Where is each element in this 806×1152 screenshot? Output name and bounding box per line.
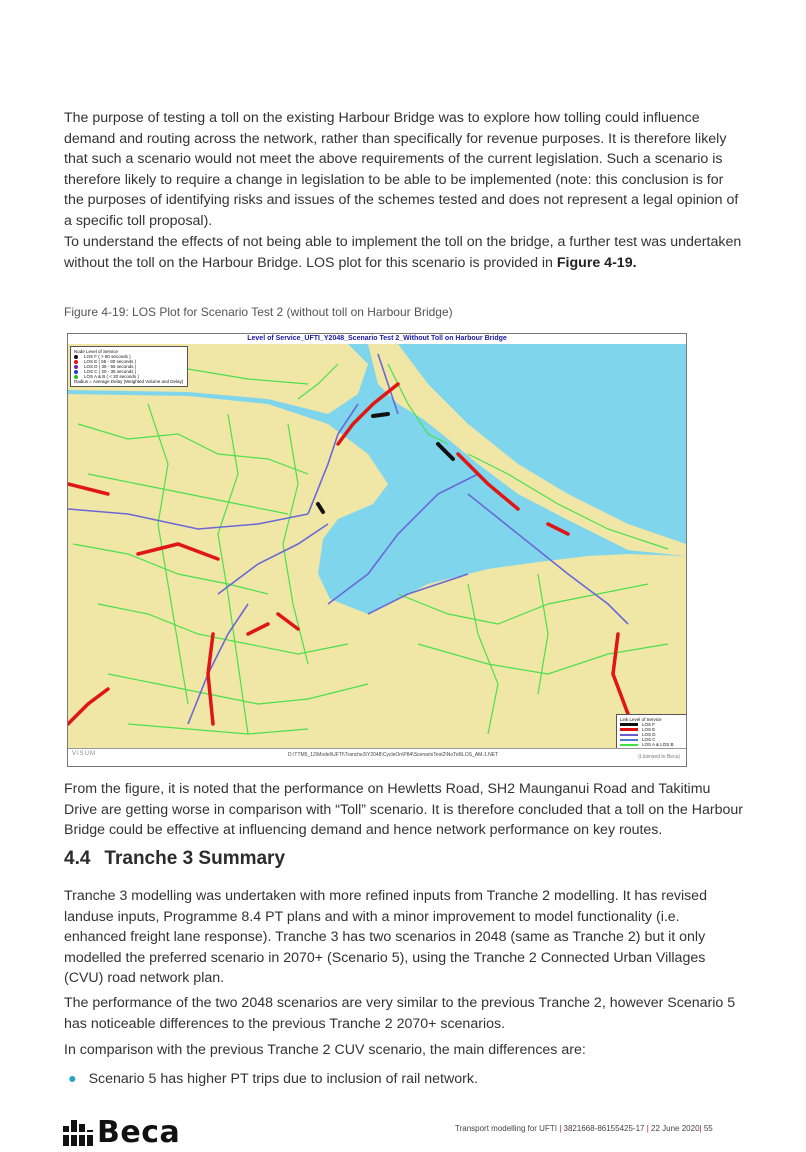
software-logo: VISUM xyxy=(72,751,97,757)
footer-separator: | xyxy=(699,1124,702,1133)
link-los-e-swatch xyxy=(620,728,638,731)
los-map-figure xyxy=(67,333,687,767)
node-legend-note: Radius = Average Delay (Weighted Volume and Delay) xyxy=(74,379,184,384)
section-number: 4.4 xyxy=(64,848,91,869)
paragraph-no-toll-text: To understand the effects of not being able to implement the toll on the bridge, a further test was undertaken without the toll on the Harbour Bridge. LOS plot for this scenario is provided in xyxy=(64,234,742,271)
footer-doc-number: 3821668-86155425-17 xyxy=(563,1124,645,1133)
paragraph-2048-performance: The performance of the two 2048 scenarios are very similar to the previous Tranche 2, however Scenario 5 has noticeable differences to the previous Tranche 2 2070+ scenarios. xyxy=(64,995,736,1032)
link-legend-label: LOS A & LOS B xyxy=(642,742,674,747)
link-legend-label: LOS F xyxy=(642,722,656,727)
node-los-d-marker xyxy=(74,365,78,369)
map-file-path: D:\TTM5_12\Model\UFTI\Tranche3\Y2048\CycleOn\P84\ScenarioTest2\NoToll\LOS_AM-1.NET xyxy=(288,752,499,758)
figure-caption: Figure 4-19: LOS Plot for Scenario Test 2 (without toll on Harbour Bridge) xyxy=(64,305,453,319)
section-heading xyxy=(64,848,285,870)
node-los-c-marker xyxy=(74,370,78,374)
bullet-text: Scenario 5 has higher PT trips due to inclusion of rail network. xyxy=(88,1071,478,1087)
link-legend-label: LOS D xyxy=(642,732,656,737)
beca-logo-icon xyxy=(63,1120,93,1146)
beca-logo-text: Beca xyxy=(97,1115,181,1150)
map-title: Level of Service_UFTI_Y2048_Scenario Test 2_Without Toll on Harbour Bridge xyxy=(68,334,686,345)
link-legend-title: Link Level of Service xyxy=(620,717,662,722)
link-los-c-swatch xyxy=(620,739,638,741)
section-title: Tranche 3 Summary xyxy=(104,848,286,869)
paragraph-no-toll-test xyxy=(64,232,744,273)
bullet-marker: ● xyxy=(68,1071,77,1087)
link-los-f-swatch xyxy=(620,723,638,726)
node-legend-label: LOS A & B ( < 20 seconds ) xyxy=(84,374,139,379)
node-legend-label: LOS D ( 35 - 55 seconds ) xyxy=(84,364,137,369)
link-legend xyxy=(616,714,687,750)
figure-reference: Figure 4-19. xyxy=(556,254,637,271)
node-los-e-marker xyxy=(74,360,78,364)
link-legend-label: LOS C xyxy=(642,737,656,742)
paragraph-figure-findings: From the figure, it is noted that the performance on Hewletts Road, SH2 Maunganui Road and Takitimu Drive are getting worse in comparison with “Toll” scenario. It is therefore concluded that a toll on the Harbour Bridge could be effective at influencing demand and hence network performance on key routes. xyxy=(64,781,743,838)
link-legend-label: LOS E xyxy=(642,727,656,732)
list-item xyxy=(68,1069,728,1089)
link-los-d-swatch xyxy=(620,734,638,736)
map-license: (Licensed to Beca) xyxy=(638,754,680,760)
map-footer xyxy=(68,748,686,767)
node-los-ab-marker xyxy=(74,375,78,379)
footer-separator: | xyxy=(559,1124,562,1133)
node-legend-label: LOS E ( 55 - 80 seconds ) xyxy=(84,359,137,364)
footer-doc-title: Transport modelling for UFTI xyxy=(455,1124,557,1133)
paragraph-toll-purpose: The purpose of testing a toll on the existing Harbour Bridge was to explore how tolling could influence demand and routing across the network, rather than specifically for revenue purposes. It is therefore likely that such a scenario would not meet the above requirements of the current legislation. Such a scenario is therefore likely to require a change in legislation to be able to be implemented (note: this conclusion is for the purposes of identifying risks and issues of the schemes tested and does not represent a legal opinion of a specific toll proposal). xyxy=(64,110,739,229)
page-number: 55 xyxy=(703,1124,713,1133)
footer-separator: | xyxy=(646,1124,649,1133)
paragraph-cuv-comparison: In comparison with the previous Tranche 2 CUV scenario, the main differences are: xyxy=(64,1042,586,1058)
node-legend-label: LOS C ( 20 - 35 seconds ) xyxy=(84,369,137,374)
node-legend-title: Node Level of Service xyxy=(74,349,119,354)
beca-logo xyxy=(63,1115,180,1150)
paragraph-tranche3-intro: Tranche 3 modelling was undertaken with more refined inputs from Tranche 2 modelling. It has revised landuse inputs, Programme 8.4 PT plans and with a minor improvement to model functionality (i.e. enhanced freight lane response). Tranche 3 has two scenarios in 2048 (same as Tranche 2) but it only modelled the preferred scenario in 2070+ (Scenario 5), using the Tranche 2 Connected Urban Villages (CVU) road network plan. xyxy=(64,888,707,986)
node-legend-label: LOS F ( > 80 seconds ) xyxy=(84,354,131,359)
link-los-ab-swatch xyxy=(620,744,638,746)
los-map xyxy=(68,344,686,748)
footer-date: 22 June 2020 xyxy=(651,1124,700,1133)
node-los-f-marker xyxy=(74,355,78,359)
link-legend-item xyxy=(620,742,686,747)
page-footer xyxy=(455,1124,713,1133)
node-legend xyxy=(70,346,188,387)
